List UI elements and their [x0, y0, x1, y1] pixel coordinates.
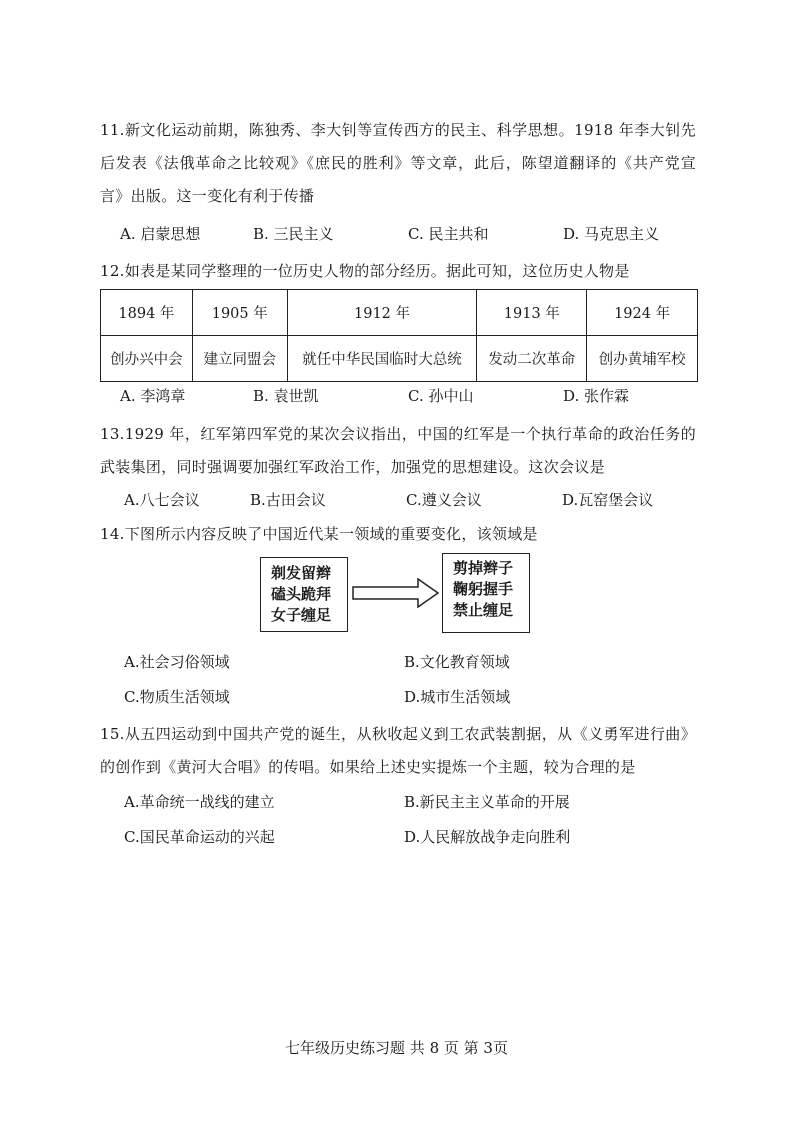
biography-table — [100, 289, 698, 382]
table-cell-year: 1924 年 — [587, 290, 698, 336]
q12-option-a: A. 李鸿章 — [120, 387, 186, 405]
q13-option-b: B.古田会议 — [250, 491, 326, 509]
table-cell-year: 1905 年 — [192, 290, 287, 336]
after-custom-item: 剪掉辫子 — [453, 559, 514, 577]
table-cell-year: 1894 年 — [101, 290, 193, 336]
q13-option-d: D.瓦窑堡会议 — [562, 491, 654, 509]
q12-option-b: B. 袁世凯 — [253, 387, 319, 405]
after-customs-box — [442, 553, 530, 633]
q14-option-a: A.社会习俗领域 — [124, 653, 230, 671]
question-14-stem: 14.下图所示内容反映了中国近代某一领域的重要变化，该领域是 — [100, 525, 538, 543]
before-custom-item: 剃发留辫 — [271, 564, 332, 582]
q12-option-d: D. 张作霖 — [563, 387, 630, 405]
q11-option-b: B. 三民主义 — [253, 225, 334, 243]
q11-option-a: A. 启蒙思想 — [120, 225, 201, 243]
question-15-stem: 15.从五四运动到中国共产党的诞生，从秋收起义到工农武装割据，从《义勇军进行曲》的创作到《黄河大合唱》的传唱。如果给上述史实提炼一个主题，较为合理的是 — [100, 725, 696, 776]
q14-option-c: C.物质生活领域 — [124, 688, 230, 706]
table-cell-event: 建立同盟会 — [192, 336, 287, 382]
q13-option-a: A.八七会议 — [124, 491, 200, 509]
q11-option-d: D. 马克思主义 — [563, 225, 660, 243]
question-13-stem: 13.1929 年，红军第四军党的某次会议指出，中国的红军是一个执行革命的政治任务的武装集团，同时强调要加强红军政治工作，加强党的思想建设。这次会议是 — [100, 425, 696, 476]
table-cell-year: 1913 年 — [477, 290, 587, 336]
question-12-stem: 12.如表是某同学整理的一位历史人物的部分经历。据此可知，这位历史人物是 — [100, 262, 630, 280]
before-custom-item: 磕头跪拜 — [271, 585, 332, 603]
before-customs-box — [260, 557, 348, 632]
table-cell-year: 1912 年 — [287, 290, 477, 336]
q12-option-c: C. 孙中山 — [408, 387, 474, 405]
q15-option-b: B.新民主主义革命的开展 — [404, 793, 570, 811]
before-custom-item: 女子缠足 — [271, 606, 332, 624]
q15-option-c: C.国民革命运动的兴起 — [124, 828, 275, 846]
page-footer: 七年级历史练习题 共 8 页 第 3页 — [285, 1039, 508, 1057]
table-cell-event: 发动二次革命 — [477, 336, 587, 382]
q14-option-b: B.文化教育领域 — [404, 653, 510, 671]
question-11-stem: 11.新文化运动前期，陈独秀、李大钊等宣传西方的民主、科学思想。1918 年李大钊先后发表《法俄革命之比较观》《庶民的胜利》等文章，此后，陈望道翻译的《共产党宣言》出版。这一变化有利于传播 — [100, 121, 696, 205]
table-row-events — [101, 336, 698, 382]
q14-option-d: D.城市生活领域 — [404, 688, 511, 706]
table-cell-event: 创办黄埔军校 — [587, 336, 698, 382]
table-cell-event: 创办兴中会 — [101, 336, 193, 382]
right-arrow-icon — [352, 578, 440, 608]
q15-option-d: D.人民解放战争走向胜利 — [404, 828, 571, 846]
q11-option-c: C. 民主共和 — [408, 225, 489, 243]
after-custom-item: 鞠躬握手 — [453, 580, 514, 598]
after-custom-item: 禁止缠足 — [453, 601, 514, 619]
q13-option-c: C.遵义会议 — [406, 491, 482, 509]
table-cell-event: 就任中华民国临时大总统 — [287, 336, 477, 382]
table-row-years — [101, 290, 698, 336]
q15-option-a: A.革命统一战线的建立 — [124, 793, 275, 811]
